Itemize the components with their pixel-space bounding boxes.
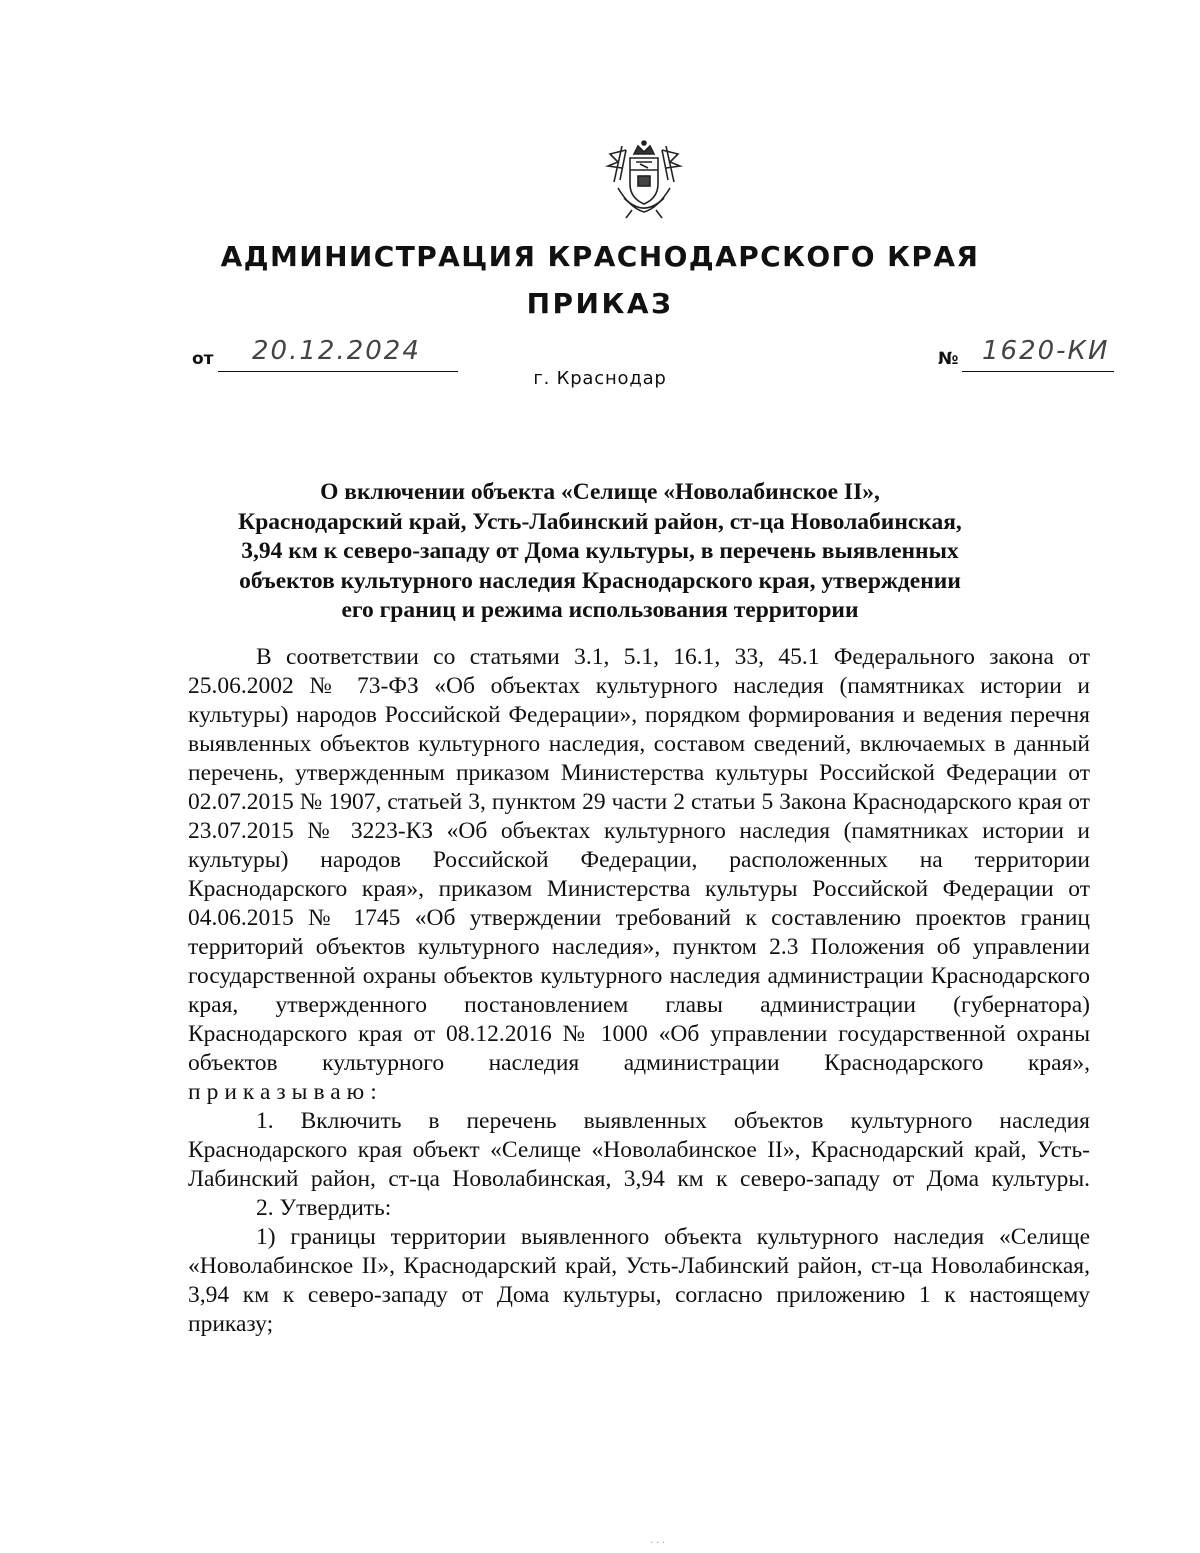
document-body: [188, 643, 1090, 1339]
date-label: от: [192, 349, 214, 369]
order-word: приказываю:: [188, 1079, 383, 1105]
city: г. Краснодар: [533, 368, 667, 389]
title-line: объектов культурного наследия Краснодарского края, утверждении: [239, 567, 961, 594]
page-edge-mark: · · ·: [650, 1538, 665, 1549]
document-type: ПРИКАЗ: [526, 287, 674, 320]
number-label: №: [938, 349, 959, 369]
date-value: 20.12.2024: [252, 336, 421, 366]
title-line: О включении объекта «Селище «Новолабинское II»,: [320, 479, 880, 505]
coat-of-arms-icon: [596, 140, 692, 220]
preamble-paragraph: В соответствии со статьями 3.1, 5.1, 16.1, 33, 45.1 Федерального закона от 25.06.2002 № 73-ФЗ «Об объектах культурного наследия (памятниках истории и культуры) народов Российской Федерации», порядком формирования и ведения перечня выявленных объектов культурного наследия, составом сведений, включаемых в данный перечень, утвержденным приказом Министерства культуры Российской Федерации от 02.07.2015 № 1907, статьей 3, пунктом 29 части 2 статьи 5 Закона Краснодарского края от 23.07.2015 № 3223-КЗ «Об объектах культурного наследия (памятниках истории и культуры) народов Российской Федерации, расположенных на территории Краснодарского края», приказом Министерства культуры Российской Федерации от 04.06.2015 № 1745 «Об утверждении требований к составлению проектов границ территорий объектов культурного наследия», пунктом 2.3 Положения об управлении государственной охраны объектов культурного наследия администрации Краснодарского края, утвержденного постановлением главы администрации (губернатора) Краснодарского края от 08.12.2016 № 1000 «Об управлении государственной охраны объектов культурного наследия администрации Краснодарского края»,: [188, 644, 1090, 1076]
title-line: Краснодарский край, Усть-Лабинский район, ст-ца Новолабинская,: [238, 508, 962, 535]
number-value: 1620-КИ: [982, 336, 1110, 366]
title-line: его границ и режима использования территории: [341, 597, 859, 623]
item-2-1-paragraph: 1) границы территории выявленного объекта культурного наследия «Селище «Новолабинское II», Краснодарский край, Усть-Лабинский район, ст-ца Новолабинская, 3,94 км к северо-западу от Дома культуры, согласно приложению 1 к настоящему приказу;: [188, 1224, 1090, 1337]
title-line: 3,94 км к северо-западу от Дома культуры, в перечень выявленных: [241, 538, 959, 564]
item-2-paragraph: 2. Утвердить:: [256, 1195, 392, 1221]
item-1-paragraph: 1. Включить в перечень выявленных объектов культурного наследия Краснодарского края объект «Селище «Новолабинское II», Краснодарский край, Усть-Лабинский район, ст-ца Новолабинская, 3,94 км к северо-западу от Дома культуры.: [188, 1108, 1090, 1192]
organization-name: АДМИНИСТРАЦИЯ КРАСНОДАРСКОГО КРАЯ: [220, 240, 980, 273]
document-title: [160, 478, 1040, 626]
